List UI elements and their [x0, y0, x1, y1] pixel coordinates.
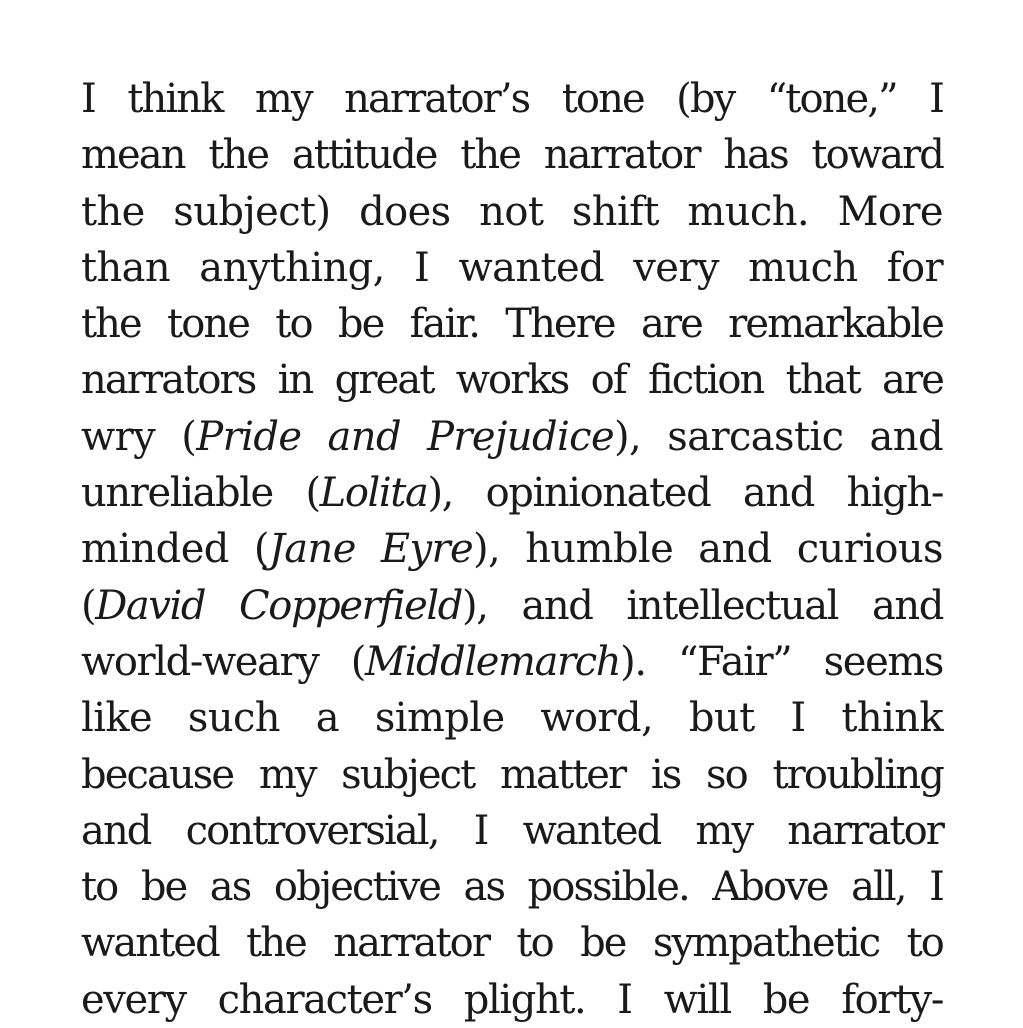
text-segment: ( [81, 582, 96, 629]
text-line [81, 521, 943, 577]
text-segment: ), and intellectual and [462, 582, 943, 629]
text-line [81, 352, 943, 408]
text-line [81, 690, 943, 746]
text-segment: ), opinionated and high- [427, 470, 943, 517]
text-segment: wry ( [81, 413, 197, 460]
text-segment: to be as objective as possible. Above all, I [81, 864, 943, 911]
book-title: Middlemarch [365, 638, 621, 685]
text-line [81, 184, 943, 240]
text-segment: the subject) does not shift much. More [81, 188, 943, 235]
text-segment: the tone to be fair. There are remarkable [81, 301, 943, 348]
text-line [81, 465, 943, 521]
text-segment: I think my narrator’s tone (by “tone,” I [81, 76, 943, 122]
text-segment: unreliable ( [81, 470, 320, 517]
text-segment: and controversial, I wanted my narrator [81, 807, 943, 854]
text-segment: world-weary ( [81, 638, 366, 685]
text-line [81, 578, 943, 634]
text-segment: every character’s plight. I will be forty- [81, 976, 943, 1023]
text-segment: ), sarcastic and [614, 413, 943, 460]
text-line [81, 859, 943, 915]
text-line [81, 915, 943, 971]
book-title: David Copperfield [95, 582, 463, 629]
text-line [81, 71, 943, 127]
text-segment: narrators in great works of fiction that are [81, 357, 943, 404]
text-line [81, 127, 943, 183]
book-text [81, 71, 943, 1028]
book-title: Jane Eyre [268, 526, 474, 573]
text-segment: minded ( [81, 526, 269, 573]
text-line [81, 803, 943, 859]
text-segment: than anything, I wanted very much for [81, 244, 943, 291]
text-segment: because my subject matter is so troubling [81, 751, 943, 798]
text-line [81, 240, 943, 296]
text-line [81, 409, 943, 465]
text-segment: ). “Fair” seems [620, 638, 944, 685]
text-line [81, 747, 943, 803]
text-line [81, 972, 943, 1028]
book-title: Pride and Prejudice [196, 413, 615, 460]
text-segment: wanted the narrator to be sympathetic to [81, 920, 943, 967]
text-segment: like such a simple word, but I think [81, 695, 943, 742]
text-segment: mean the attitude the narrator has toward [81, 132, 943, 179]
book-title: Lolita [319, 470, 428, 517]
text-line [81, 634, 943, 690]
text-line [81, 296, 943, 352]
text-segment: ), humble and curious [473, 526, 943, 573]
